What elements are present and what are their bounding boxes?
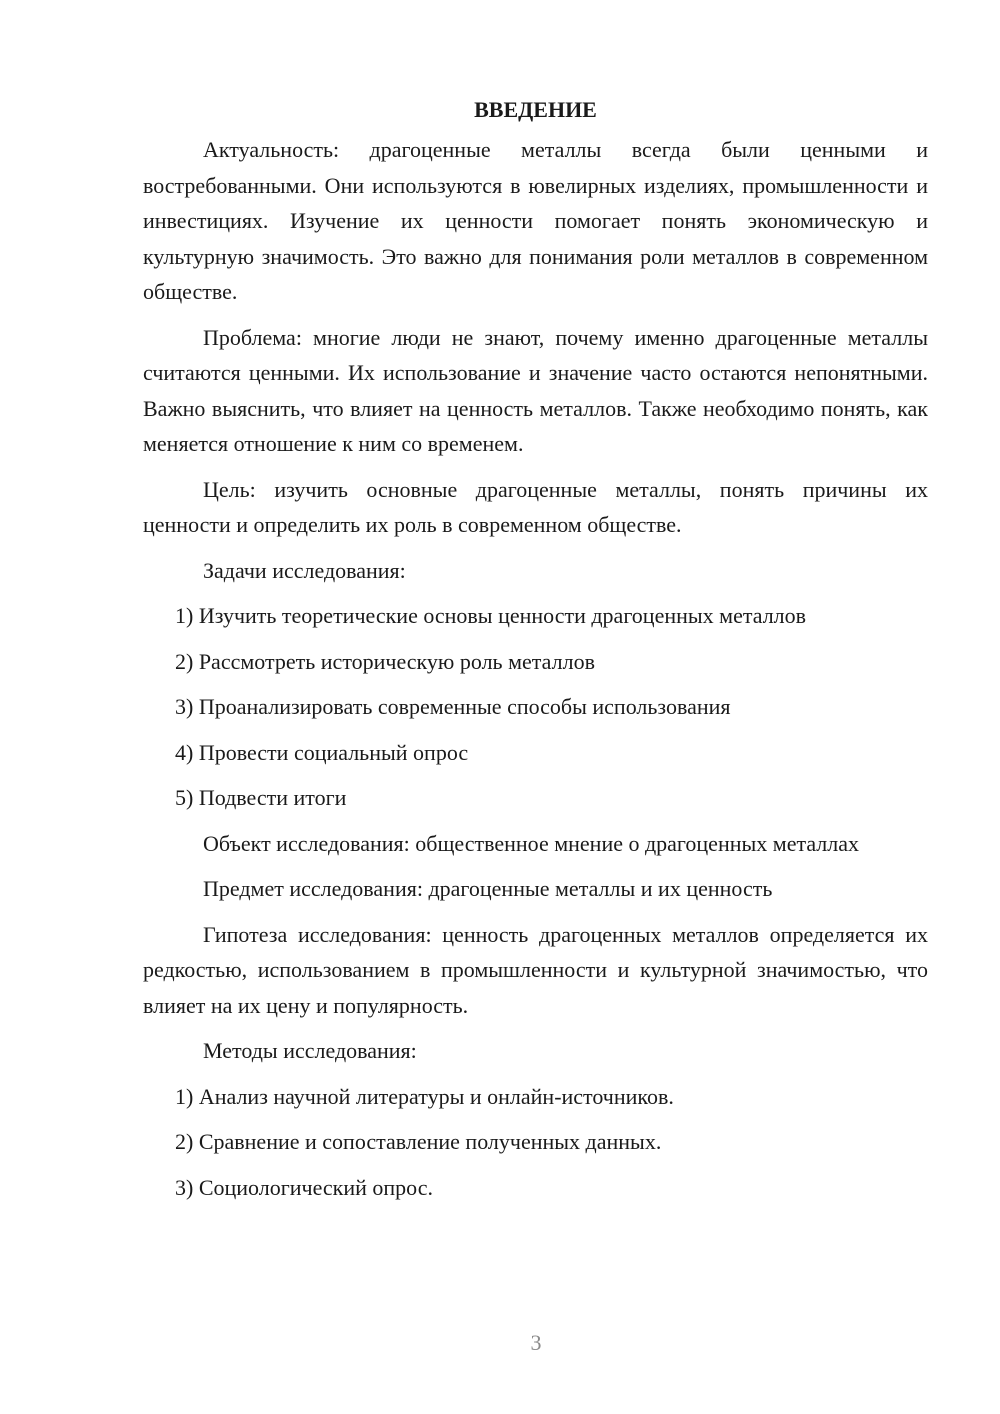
list-item: 3) Проанализировать современные способы использования (175, 694, 731, 719)
list-item: 5) Подвести итоги (175, 785, 347, 810)
subject-paragraph: Предмет исследования: драгоценные металлы и их ценность (203, 876, 773, 901)
list-item: 2) Сравнение и сопоставление полученных данных. (175, 1129, 662, 1154)
document-body (143, 92, 928, 1215)
object-paragraph: Объект исследования: общественное мнение о драгоценных металлах (203, 830, 860, 856)
list-item: 3) Социологический опрос. (175, 1174, 433, 1200)
section-heading: ВВЕДЕНИЕ (474, 97, 597, 122)
list-item: 2) Рассмотреть историческую роль металлов (175, 648, 595, 674)
list-item: 4) Провести социальный опрос (175, 739, 469, 765)
relevance-paragraph: Актуальность: драгоценные металлы всегда были ценными и востребованными. Они используются в ювелирных изделиях, промышленности и инвестициях. Изучение их ценности помогает понять экономическую и культурную значимость. Это важно для понимания роли металлов в современном обществе. (143, 137, 928, 304)
tasks-title: Задачи исследования: (203, 557, 406, 583)
problem-paragraph: Проблема: многие люди не знают, почему именно драгоценные металлы считаются ценными. Их использование и значение часто остаются непонятными. Важно выяснить, что влияет на ценность металлов. Также необходимо понять, как меняется отношение к ним со временем. (143, 324, 928, 456)
tasks-list (143, 598, 928, 816)
list-item: 1) Изучить теоретические основы ценности драгоценных металлов (175, 603, 807, 628)
goal-paragraph: Цель: изучить основные драгоценные металлы, понять причины их ценности и определить их роль в современном обществе. (143, 476, 928, 537)
page-number: 3 (530, 1330, 542, 1355)
list-item: 1) Анализ научной литературы и онлайн-источников. (175, 1083, 674, 1109)
methods-title: Методы исследования: (203, 1038, 417, 1063)
methods-list (143, 1079, 928, 1206)
hypothesis-paragraph: Гипотеза исследования: ценность драгоценных металлов определяется их редкостью, использованием в промышленности и культурной значимостью, что влияет на их цену и популярность. (143, 921, 928, 1018)
